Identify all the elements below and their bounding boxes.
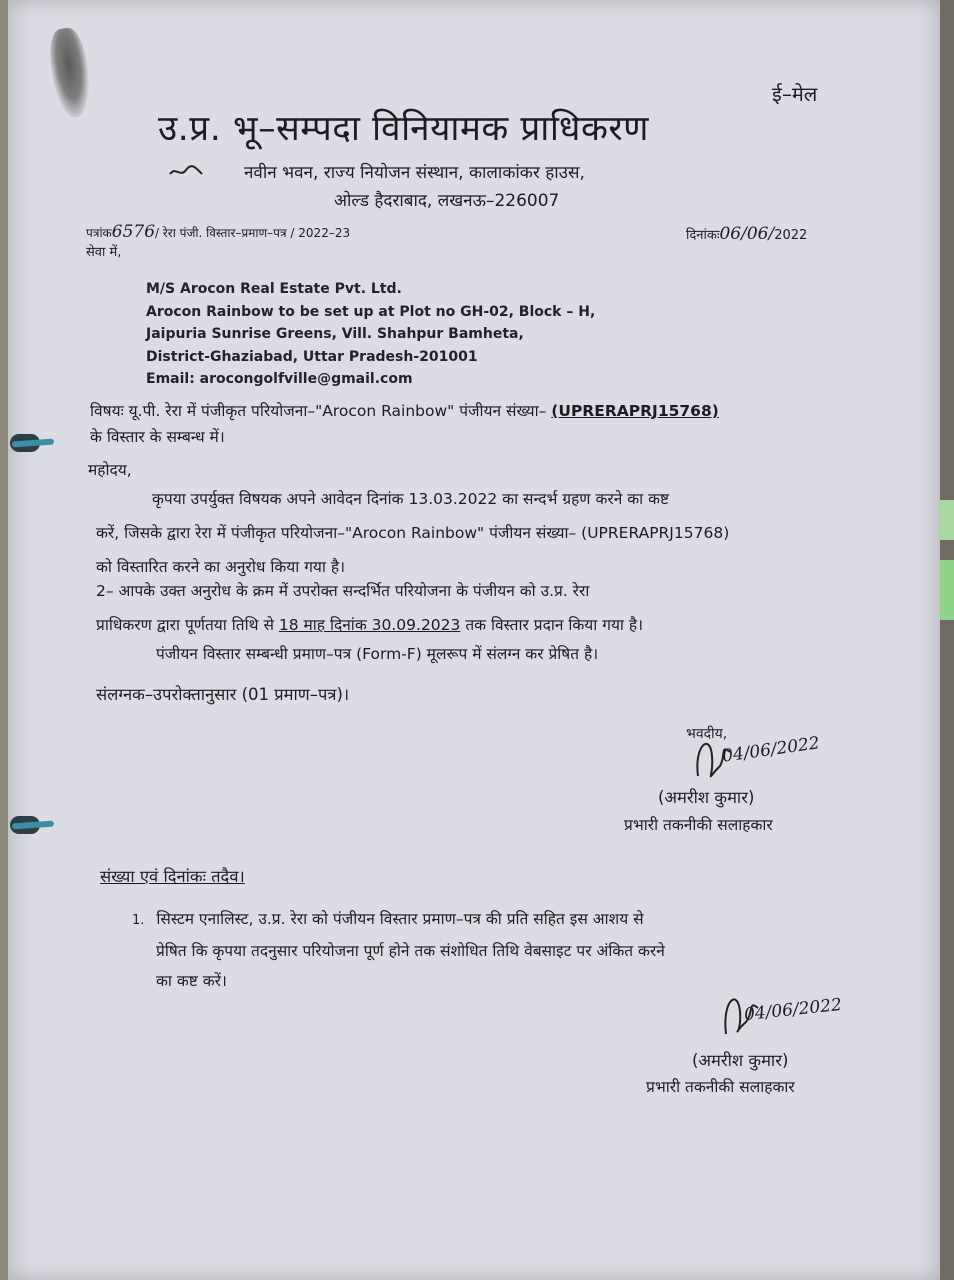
date-label: दिनांकः xyxy=(686,228,720,243)
recipient-block xyxy=(146,278,595,391)
address-line-1: नवीन भवन, राज्य नियोजन संस्थान, कालाकांकर हाउस, xyxy=(244,163,585,183)
copy-heading: संख्या एवं दिनांकः तदैव। xyxy=(100,867,245,886)
salutation: महोदय, xyxy=(88,461,132,479)
ref-number-handwritten: 6576 xyxy=(111,222,156,242)
paragraph-3: पंजीयन विस्तार सम्बन्धी प्रमाण–पत्र (Form-F) मूलरूप में संलग्न कर प्रेषित है। xyxy=(156,645,599,663)
paragraph-2 xyxy=(96,574,643,642)
ref-suffix: / रेरा पंजी. विस्तार–प्रमाण–पत्र / 2022–23 xyxy=(155,226,351,240)
handwritten-mark-icon xyxy=(168,162,208,182)
signatory-name: (अमरीश कुमार) xyxy=(658,788,755,807)
para2-line: 2– आपके उक्त अनुरोध के क्रम में उपरोक्त सन्दर्भित परियोजना के पंजीयन को उ.प्र. रेरा xyxy=(96,582,590,600)
authority-title: उ.प्र. भू–सम्पदा विनियामक प्राधिकरण xyxy=(158,109,649,149)
item-line: प्रेषित कि कृपया तदनुसार परियोजना पूर्ण होने तक संशोधित तिथि वेबसाइट पर अंकित करने xyxy=(156,942,665,960)
paragraph-1 xyxy=(96,482,729,584)
para2-text: प्राधिकरण द्वारा पूर्णतया तिथि से xyxy=(96,616,274,634)
letter-date xyxy=(686,224,807,244)
enclosure-line: संलग्नक–उपरोक्तानुसार (01 प्रमाण–पत्र)। xyxy=(96,685,350,704)
subject-label: विषयः xyxy=(90,402,124,420)
para1-line: को विस्तारित करने का अनुरोध किया गया है। xyxy=(96,558,345,576)
to-label: सेवा में, xyxy=(86,245,122,260)
reference-number xyxy=(86,222,350,242)
recipient-line: Jaipuria Sunrise Greens, Vill. Shahpur Bamheta, xyxy=(146,326,524,342)
email-tag: ई–मेल xyxy=(772,82,818,106)
para2-text: तक विस्तार प्रदान किया गया है। xyxy=(465,616,643,634)
date-handwritten: 06/06/ xyxy=(719,224,775,244)
signatory-designation-2: प्रभारी तकनीकी सलाहकार xyxy=(646,1078,795,1096)
recipient-email: Email: arocongolfville@gmail.com xyxy=(146,371,413,387)
recipient-line: Arocon Rainbow to be set up at Plot no GH-02, Block – H, xyxy=(146,303,596,320)
signoff: भवदीय, xyxy=(686,726,728,742)
para1-line: करें, जिसके द्वारा रेरा में पंजीकृत परियोजना–"Arocon Rainbow" पंजीयन संख्या– (UPRERAPRJ15768) xyxy=(96,524,730,542)
subject-text: यू.पी. रेरा में पंजीकृत परियोजना–"Arocon Rainbow" पंजीयन संख्या– xyxy=(128,402,547,420)
ref-prefix: पत्रांक xyxy=(86,226,112,240)
recipient-line: District-Ghaziabad, Uttar Pradesh-201001 xyxy=(146,348,478,365)
signature-1-date: 04/06/2022 xyxy=(721,733,821,767)
ink-smudge xyxy=(46,26,94,120)
item-number: 1. xyxy=(132,913,145,928)
copy-item xyxy=(132,904,665,996)
extension-period: 18 माह दिनांक 30.09.2023 xyxy=(278,616,461,634)
item-line: का कष्ट करें। xyxy=(156,972,227,990)
date-year: 2022 xyxy=(774,228,808,243)
recipient-line: M/S Arocon Real Estate Pvt. Ltd. xyxy=(146,281,402,297)
signatory-name-2: (अमरीश कुमार) xyxy=(692,1051,789,1070)
address-line-2: ओल्ड हैदराबाद, लखनऊ–226007 xyxy=(334,191,560,211)
subject-block xyxy=(90,398,719,450)
item-line: सिस्टम एनालिस्ट, उ.प्र. रेरा को पंजीयन विस्तार प्रमाण–पत्र की प्रति सहित इस आशय से xyxy=(156,910,644,928)
subject-text-2: के विस्तार के सम्बन्ध में। xyxy=(90,428,225,446)
para1-line: कृपया उपर्युक्त विषयक अपने आवेदन दिनांक 13.03.2022 का सन्दर्भ ग्रहण करने का कष्ट xyxy=(152,490,670,508)
signatory-designation: प्रभारी तकनीकी सलाहकार xyxy=(624,816,773,834)
signature-2-date: 04/06/2022 xyxy=(743,994,843,1026)
registration-number: (UPRERAPRJ15768) xyxy=(551,402,719,420)
